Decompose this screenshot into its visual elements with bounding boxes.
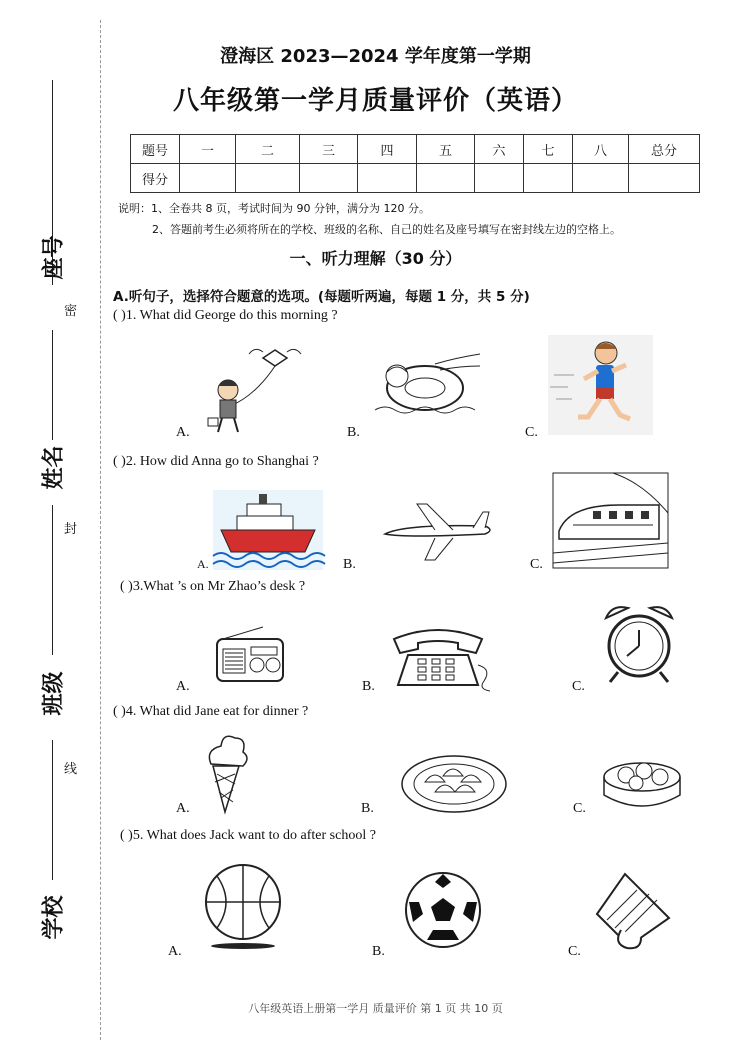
score-cell[interactable] <box>300 164 358 193</box>
option-a-label: A. <box>176 679 190 694</box>
seal-dashed-line <box>100 20 101 1040</box>
ice-cream-icon[interactable] <box>203 730 248 815</box>
score-cell[interactable] <box>629 164 700 193</box>
airplane-icon[interactable] <box>383 500 498 565</box>
alarm-clock-icon[interactable] <box>598 600 680 685</box>
class-label: 班级 <box>41 671 67 716</box>
table-header-cell: 七 <box>524 135 573 164</box>
seal-char: 线 <box>64 762 78 777</box>
train-icon[interactable] <box>553 473 668 568</box>
table-header-cell: 四 <box>358 135 417 164</box>
score-cell[interactable] <box>417 164 475 193</box>
exam-title: 八年级第一学月质量评价（英语） <box>172 86 578 116</box>
option-c-label: C. <box>573 801 586 816</box>
table-row-label: 得分 <box>131 164 180 193</box>
ship-icon[interactable] <box>213 490 323 570</box>
option-a-label: A. <box>197 557 209 571</box>
question-2: ( )2. How did Anna go to Shanghai ? <box>113 454 319 469</box>
score-cell[interactable] <box>524 164 573 193</box>
badminton-shuttlecock-icon[interactable] <box>593 870 673 950</box>
option-a-label: A. <box>176 801 190 816</box>
score-cell[interactable] <box>358 164 417 193</box>
school-label: 学校 <box>41 895 67 940</box>
option-c-label: C. <box>568 944 581 959</box>
dumplings-plate-icon[interactable] <box>399 750 509 815</box>
name-label: 姓名 <box>41 445 67 490</box>
question-1: ( )1. What did George do this morning ? <box>113 308 338 323</box>
option-b-label: B. <box>372 944 385 959</box>
football-icon[interactable] <box>403 870 483 950</box>
option-b-label: B. <box>347 425 360 440</box>
score-cell[interactable] <box>475 164 524 193</box>
seat-number-label: 座号 <box>41 235 67 280</box>
instruction-note-1: 说明：1、全卷共 8 页，考试时间为 90 分钟，满分为 120 分。 <box>118 202 430 215</box>
option-a-label: A. <box>168 944 182 959</box>
score-cell[interactable] <box>573 164 629 193</box>
binding-line <box>52 505 53 655</box>
table-header-cell: 六 <box>475 135 524 164</box>
swimming-ring-icon[interactable] <box>375 350 485 430</box>
part-a-instructions: A.听句子，选择符合题意的选项。(每题听两遍，每题 1 分，共 5 分) <box>113 289 530 305</box>
exam-subtitle: 澄海区 2023—2024 学年度第一学期 <box>220 46 531 67</box>
running-boy-icon[interactable] <box>548 335 653 435</box>
table-header-cell: 题号 <box>131 135 180 164</box>
score-table <box>130 134 700 193</box>
binding-line <box>52 330 53 440</box>
page-footer: 八年级英语上册第一学月 质量评价 第 1 页 共 10 页 <box>248 1002 503 1015</box>
table-header-cell: 八 <box>573 135 629 164</box>
telephone-icon[interactable] <box>388 625 498 690</box>
instruction-note-2: 2、答题前考生必须将所在的学校、班级的名称、自己的姓名及座号填写在密封线左边的空格上。 <box>152 223 621 236</box>
option-b-label: B. <box>343 557 356 572</box>
question-3: ( )3.What ’s on Mr Zhao’s desk ? <box>120 579 306 594</box>
steamed-buns-icon[interactable] <box>600 755 685 815</box>
section-title: 一、听力理解（30 分） <box>289 249 462 268</box>
basketball-icon[interactable] <box>203 862 285 952</box>
table-header-cell: 五 <box>417 135 475 164</box>
option-b-label: B. <box>362 679 375 694</box>
question-5: ( )5. What does Jack want to do after school ? <box>120 828 376 843</box>
score-cell[interactable] <box>236 164 300 193</box>
seal-char: 密 <box>64 304 78 319</box>
seal-char: 封 <box>64 522 78 537</box>
option-c-label: C. <box>525 425 538 440</box>
boy-flying-kite-icon[interactable] <box>200 340 310 440</box>
question-4: ( )4. What did Jane eat for dinner ? <box>113 704 309 719</box>
option-a-label: A. <box>176 425 190 440</box>
score-cell[interactable] <box>180 164 236 193</box>
option-c-label: C. <box>572 679 585 694</box>
option-b-label: B. <box>361 801 374 816</box>
table-header-cell: 总分 <box>629 135 700 164</box>
table-header-cell: 二 <box>236 135 300 164</box>
table-header-cell: 一 <box>180 135 236 164</box>
binding-line <box>52 740 53 880</box>
radio-icon[interactable] <box>213 625 288 685</box>
table-header-cell: 三 <box>300 135 358 164</box>
option-c-label: C. <box>530 557 543 572</box>
